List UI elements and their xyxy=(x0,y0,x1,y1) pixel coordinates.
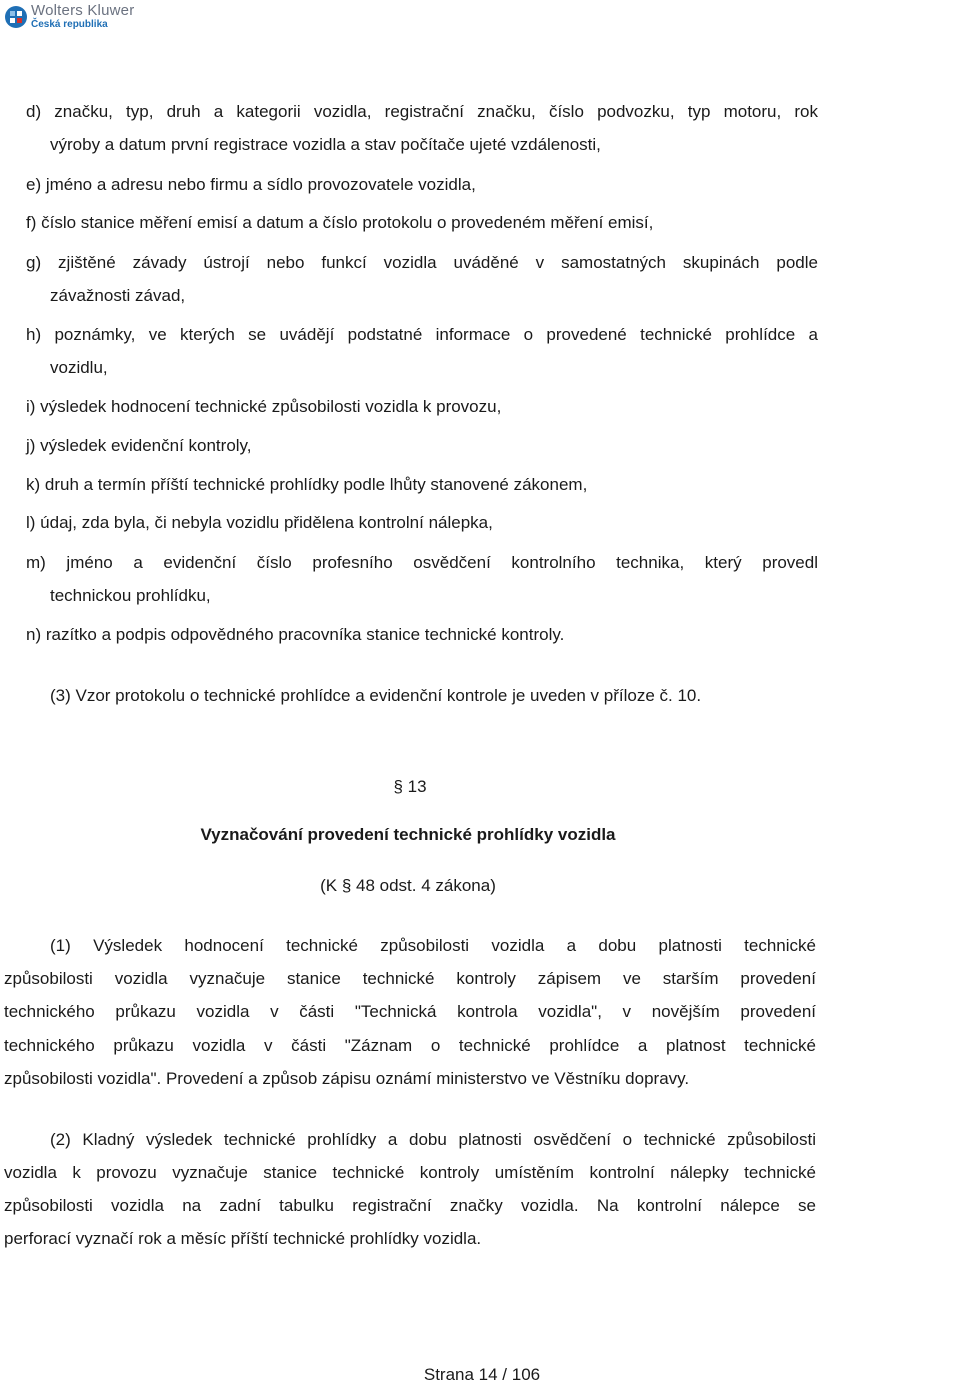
list-item-g-cont: závažnosti závad, xyxy=(50,286,186,305)
para2-line: perforací vyznačí rok a měsíc příští technické prohlídky vozidla. xyxy=(4,1229,482,1248)
section-title: Vyznačování provedení technické prohlídky vozidla xyxy=(200,825,616,844)
list-item-g: g) zjištěné závady ústrojí nebo funkcí vozidla uváděné v samostatných skupinách podle xyxy=(26,253,818,272)
paragraph-3: (3) Vzor protokolu o technické prohlídce a evidenční kontrole je uveden v příloze č. 10. xyxy=(50,686,702,705)
section-reference: (K § 48 odst. 4 zákona) xyxy=(320,876,496,895)
list-item-i: i) výsledek hodnocení technické způsobilosti vozidla k provozu, xyxy=(26,397,502,416)
list-item-e: e) jméno a adresu nebo firmu a sídlo provozovatele vozidla, xyxy=(26,175,476,194)
brand-subtitle: Česká republika xyxy=(31,19,108,30)
list-item-h: h) poznámky, ve kterých se uvádějí podstatné informace o provedené technické prohlídce a xyxy=(26,325,818,344)
para2-line: způsobilosti vozidla na zadní tabulku registrační značky vozidla. Na kontrolní nálepce se xyxy=(4,1196,816,1215)
para1-line: technického průkazu vozidla v části "Technická kontrola vozidla", v novějším provedení xyxy=(4,1002,816,1021)
para2-line: vozidla k provozu vyznačuje stanice technické kontroly umístěním kontrolní nálepky technické xyxy=(4,1163,816,1182)
para1-line: (1) Výsledek hodnocení technické způsobilosti vozidla a dobu platnosti technické xyxy=(50,936,816,955)
brand-name: Wolters Kluwer xyxy=(31,2,135,19)
list-item-k: k) druh a termín příští technické prohlídky podle lhůty stanovené zákonem, xyxy=(26,475,588,494)
list-item-m: m) jméno a evidenční číslo profesního osvědčení kontrolního technika, který provedl xyxy=(26,553,818,572)
wolters-kluwer-logo-icon xyxy=(4,5,28,29)
list-item-m-cont: technickou prohlídku, xyxy=(50,586,211,605)
para1-line: technického průkazu vozidla v části "Záznam o technické prohlídce a platnost technické xyxy=(4,1036,816,1055)
page-number: Strana 14 / 106 xyxy=(423,1365,541,1384)
list-item-n: n) razítko a podpis odpovědného pracovníka stanice technické kontroly. xyxy=(26,625,565,644)
list-item-l: l) údaj, zda byla, či nebyla vozidlu přidělena kontrolní nálepka, xyxy=(26,513,493,532)
para2-line: (2) Kladný výsledek technické prohlídky a dobu platnosti osvědčení o technické způsobilosti xyxy=(50,1130,816,1149)
para1-line: způsobilosti vozidla vyznačuje stanice technické kontroly zápisem ve starším provedení xyxy=(4,969,816,988)
list-item-d: d) značku, typ, druh a kategorii vozidla, registrační značku, číslo podvozku, typ motoru, rok xyxy=(26,102,818,121)
para1-line: způsobilosti vozidla". Provedení a způsob zápisu oznámí ministerstvo ve Věstníku dopravy. xyxy=(4,1069,690,1088)
list-item-f: f) číslo stanice měření emisí a datum a číslo protokolu o provedeném měření emisí, xyxy=(26,213,654,232)
section-number: § 13 xyxy=(393,777,427,796)
brand-logo xyxy=(4,3,134,37)
list-item-h-cont: vozidlu, xyxy=(50,358,108,377)
list-item-j: j) výsledek evidenční kontroly, xyxy=(26,436,252,455)
list-item-d-cont: výroby a datum první registrace vozidla a stav počítače ujeté vzdálenosti, xyxy=(50,135,601,154)
